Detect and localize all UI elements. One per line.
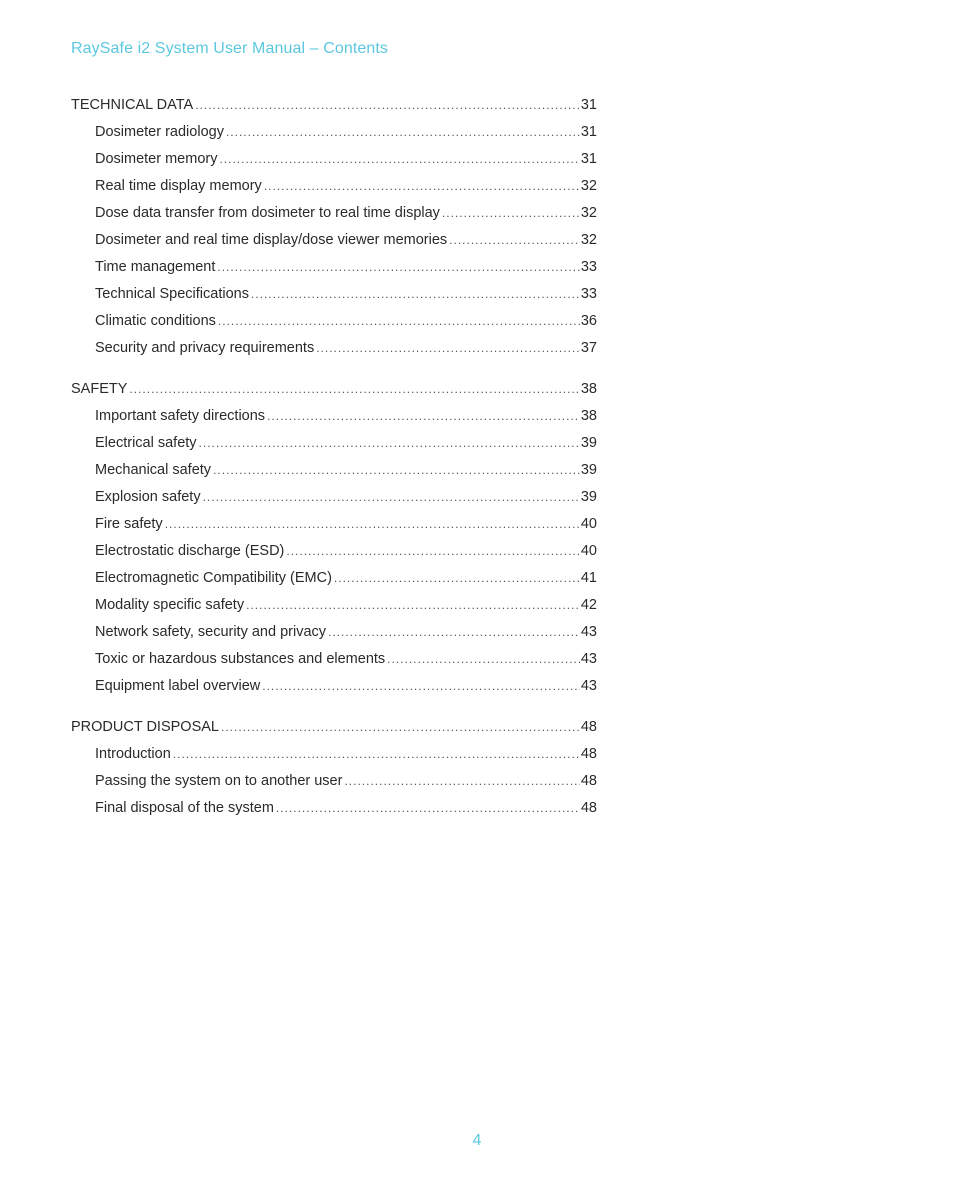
toc-heading-link[interactable]	[71, 376, 597, 403]
toc-section-technical-data	[71, 92, 597, 362]
toc-page-number: 31	[580, 124, 597, 140]
toc-section-product-disposal	[71, 714, 597, 822]
toc-entry-link[interactable]	[71, 592, 597, 619]
toc-entry-label: Dosimeter radiology	[95, 124, 224, 140]
toc-entry-link[interactable]	[71, 646, 597, 673]
dot-leader	[213, 457, 580, 484]
dot-leader	[173, 741, 580, 768]
toc-entry-link[interactable]	[71, 335, 597, 362]
dot-leader	[262, 673, 580, 700]
dot-leader	[449, 227, 580, 254]
toc-entry-label: Introduction	[95, 746, 171, 762]
toc-page-number: 48	[580, 773, 597, 789]
toc-entry-link[interactable]	[71, 484, 597, 511]
dot-leader	[221, 714, 580, 741]
toc-entry-link[interactable]	[71, 308, 597, 335]
toc-page-number: 48	[580, 746, 597, 762]
toc-entry-label: Electromagnetic Compatibility (EMC)	[95, 570, 332, 586]
toc-entry-link[interactable]	[71, 619, 597, 646]
dot-leader	[387, 646, 580, 673]
toc-page-number: 36	[580, 313, 597, 329]
toc-entry-label: Dosimeter memory	[95, 151, 218, 167]
toc-entry-link[interactable]	[71, 173, 597, 200]
toc-entry-link[interactable]	[71, 457, 597, 484]
toc-section-safety	[71, 376, 597, 700]
toc-page-number: 43	[580, 651, 597, 667]
toc-page-number: 48	[580, 800, 597, 816]
toc-entry-label: Explosion safety	[95, 489, 201, 505]
toc-page-number: 39	[580, 489, 597, 505]
toc-entry-label: Passing the system on to another user	[95, 773, 343, 789]
toc-heading-link[interactable]	[71, 92, 597, 119]
toc-entry-link[interactable]	[71, 511, 597, 538]
toc-page-number: 38	[580, 381, 597, 397]
toc-page-number: 31	[580, 151, 597, 167]
toc-entry-link[interactable]	[71, 795, 597, 822]
dot-leader	[203, 484, 580, 511]
toc-entry-label: Technical Specifications	[95, 286, 249, 302]
toc-entry-label: Important safety directions	[95, 408, 266, 424]
toc-entry-label: Fire safety	[95, 516, 163, 532]
dot-leader	[246, 592, 580, 619]
toc-page-number: 39	[580, 462, 597, 478]
dot-leader	[199, 430, 580, 457]
dot-leader	[328, 619, 580, 646]
toc-page-number: 40	[580, 516, 597, 532]
dot-leader	[442, 200, 580, 227]
table-of-contents	[71, 92, 597, 822]
dot-leader	[334, 565, 580, 592]
toc-entry-label: Climatic conditions	[95, 313, 216, 329]
toc-entry-link[interactable]	[71, 403, 597, 430]
dot-leader	[286, 538, 579, 565]
toc-heading-label: SAFETY	[71, 381, 128, 397]
toc-entry-link[interactable]	[71, 565, 597, 592]
toc-page-number: 40	[580, 543, 597, 559]
page-number: 4	[472, 1132, 482, 1149]
toc-entry-link[interactable]	[71, 538, 597, 565]
toc-page-number: 43	[580, 678, 597, 694]
dot-leader	[195, 92, 580, 119]
toc-heading-label: TECHNICAL DATA	[71, 97, 194, 113]
toc-entry-link[interactable]	[71, 673, 597, 700]
toc-page-number: 42	[580, 597, 597, 613]
toc-page-number: 37	[580, 340, 597, 356]
toc-page-number: 32	[580, 178, 597, 194]
document-header: RaySafe i2 System User Manual – Contents	[71, 40, 389, 57]
dot-leader	[218, 308, 580, 335]
toc-page-number: 33	[580, 259, 597, 275]
dot-leader	[219, 146, 579, 173]
dot-leader	[264, 173, 580, 200]
dot-leader	[129, 376, 579, 403]
dot-leader	[267, 403, 580, 430]
toc-page-number: 41	[580, 570, 597, 586]
dot-leader	[344, 768, 579, 795]
toc-page-number: 38	[580, 408, 597, 424]
toc-entry-link[interactable]	[71, 227, 597, 254]
toc-heading-label: PRODUCT DISPOSAL	[71, 719, 219, 735]
toc-page-number: 39	[580, 435, 597, 451]
toc-page-number: 31	[580, 97, 597, 113]
toc-entry-label: Electrostatic discharge (ESD)	[95, 543, 285, 559]
toc-entry-link[interactable]	[71, 146, 597, 173]
toc-entry-label: Final disposal of the system	[95, 800, 274, 816]
toc-page-number: 32	[580, 232, 597, 248]
toc-entry-label: Network safety, security and privacy	[95, 624, 327, 640]
toc-entry-link[interactable]	[71, 281, 597, 308]
dot-leader	[226, 119, 580, 146]
toc-entry-label: Dosimeter and real time display/dose viewer memories	[95, 232, 448, 248]
toc-heading-link[interactable]	[71, 714, 597, 741]
toc-page-number: 32	[580, 205, 597, 221]
toc-entry-link[interactable]	[71, 119, 597, 146]
toc-entry-link[interactable]	[71, 430, 597, 457]
toc-page-number: 48	[580, 719, 597, 735]
dot-leader	[165, 511, 580, 538]
dot-leader	[276, 795, 580, 822]
toc-entry-link[interactable]	[71, 200, 597, 227]
toc-entry-label: Time management	[95, 259, 216, 275]
toc-entry-label: Toxic or hazardous substances and elements	[95, 651, 386, 667]
toc-entry-link[interactable]	[71, 741, 597, 768]
toc-entry-label: Real time display memory	[95, 178, 262, 194]
toc-entry-label: Mechanical safety	[95, 462, 212, 478]
toc-page-number: 43	[580, 624, 597, 640]
toc-entry-label: Equipment label overview	[95, 678, 261, 694]
dot-leader	[316, 335, 580, 362]
toc-entry-label: Modality specific safety	[95, 597, 245, 613]
toc-entry-label: Security and privacy requirements	[95, 340, 315, 356]
toc-entry-label: Electrical safety	[95, 435, 197, 451]
dot-leader	[217, 254, 580, 281]
toc-entry-link[interactable]	[71, 254, 597, 281]
toc-entry-label: Dose data transfer from dosimeter to real time display	[95, 205, 440, 221]
dot-leader	[251, 281, 580, 308]
toc-page-number: 33	[580, 286, 597, 302]
toc-entry-link[interactable]	[71, 768, 597, 795]
